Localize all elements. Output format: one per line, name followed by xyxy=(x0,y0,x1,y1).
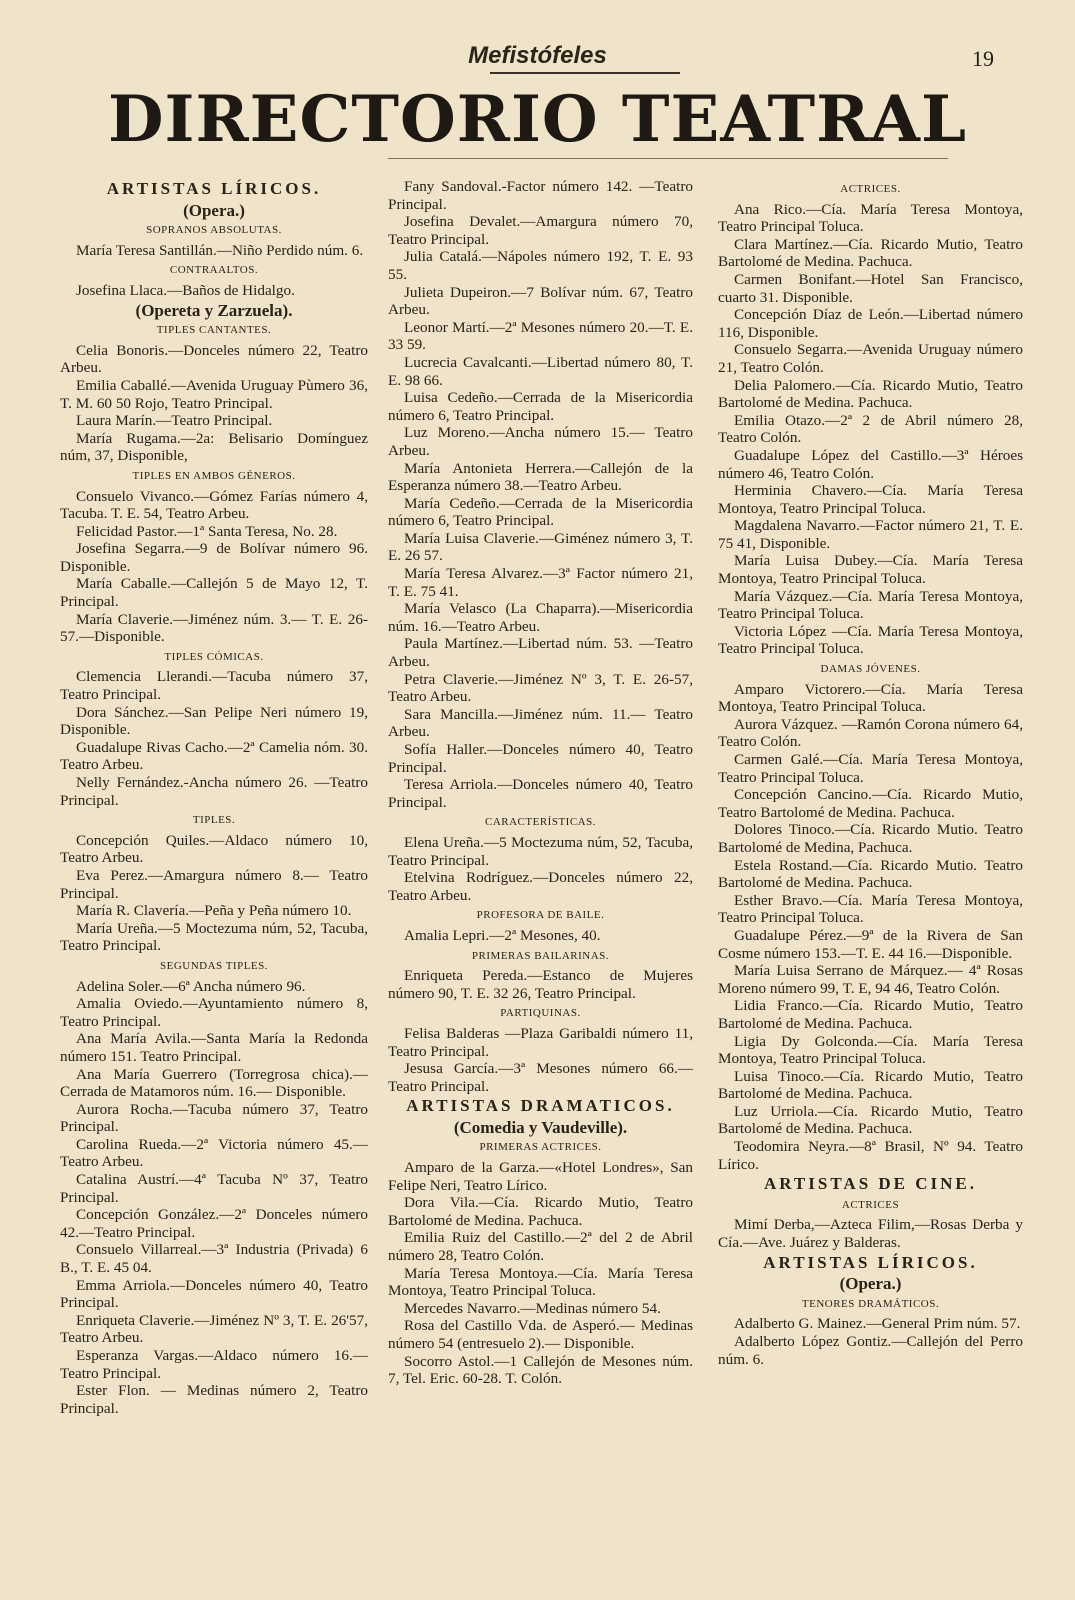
directory-entry: Josefina Segarra.—9 de Bolívar número 96. Disponible. xyxy=(60,540,368,575)
category-heading: PRIMERAS BAILARINAS. xyxy=(471,949,610,962)
directory-entry: Esperanza Vargas.—Aldaco número 16.—Teatro Principal. xyxy=(60,1347,368,1382)
directory-entry: Amalia Oviedo.—Ayuntamiento número 8, Teatro Principal. xyxy=(60,995,368,1030)
directory-entry: Emilia Ruiz del Castillo.—2ª del 2 de Abril número 28, Teatro Colón. xyxy=(388,1229,693,1265)
directory-entry: Carolina Rueda.—2ª Victoria número 45.—Teatro Arbeu. xyxy=(60,1135,368,1171)
category-heading: SOPRANOS ABSOLUTAS. xyxy=(146,224,282,237)
directory-entry: Etelvina Rodríguez.—Donceles número 22, Teatro Arbeu. xyxy=(388,869,693,904)
directory-entry: Teodomira Neyra.—8ª Brasil, Nº 94. Teatro Lírico. xyxy=(718,1138,1023,1173)
directory-entry: Josefina Devalet.—Amargura número 70, Teatro Principal. xyxy=(388,213,693,248)
directory-entry: María Teresa Alvarez.—3ª Factor número 21, T. E. 75 41. xyxy=(388,565,693,600)
category-heading: TIPLES EN AMBOS GÉNEROS. xyxy=(132,469,296,482)
directory-entry: Ana María Avila.—Santa María la Redonda número 151. Teatro Principal. xyxy=(60,1030,368,1065)
directory-entry: Emma Arriola.—Donceles número 40, Teatro Principal. xyxy=(60,1276,368,1312)
directory-entry: Celia Bonoris.—Donceles número 22, Teatro Arbeu. xyxy=(60,341,368,377)
section-heading: ARTISTAS LÍRICOS. xyxy=(763,1252,978,1272)
directory-entry: Concepción Díaz de León.—Libertad número 116, Disponible. xyxy=(718,306,1023,341)
directory-entry: Aurora Vázquez. —Ramón Corona número 64, Teatro Colón. xyxy=(718,715,1023,751)
magazine-name-underline xyxy=(490,72,680,74)
directory-entry: Sofía Haller.—Donceles número 40, Teatro Principal. xyxy=(388,741,693,776)
directory-entry: Socorro Astol.—1 Callejón de Mesones núm. 7, Tel. Eric. 60-28. T. Colón. xyxy=(388,1352,693,1388)
directory-entry: Felisa Balderas —Plaza Garibaldi número 11, Teatro Principal. xyxy=(388,1024,693,1060)
directory-entry: Laura Marín.—Teatro Principal. xyxy=(76,412,273,430)
directory-entry: Ana Rico.—Cía. María Teresa Montoya, Teatro Principal Toluca. xyxy=(718,200,1023,236)
directory-entry: María Teresa Montoya.—Cía. María Teresa Montoya, Teatro Principal Toluca. xyxy=(388,1264,693,1300)
category-heading: TENORES DRAMÁTICOS. xyxy=(801,1297,940,1310)
page-title: DIRECTORIO TEATRAL xyxy=(108,82,967,157)
magazine-name-text: Mefistófeles xyxy=(468,42,607,69)
directory-entry: Luz Urriola.—Cía. Ricardo Mutio, Teatro Bartolomé de Medina. Pachuca. xyxy=(718,1102,1023,1138)
directory-entry: Concepción Cancino.—Cía. Ricardo Mutio, Teatro Bartolomé de Medina. Pachuca. xyxy=(718,786,1023,821)
category-heading: CARACTERÍSTICAS. xyxy=(485,816,596,829)
directory-entry: Clemencia Llerandi.—Tacuba número 37, Teatro Principal. xyxy=(60,668,368,704)
category-heading: PRIMERAS ACTRICES. xyxy=(479,1141,602,1154)
directory-entry: María Luisa Claverie.—Giménez número 3, T. E. 26 57. xyxy=(388,529,693,565)
directory-entry: Carmen Bonifant.—Hotel San Francisco, cuarto 31. Disponible. xyxy=(718,270,1023,306)
category-heading: TIPLES CÓMICAS. xyxy=(164,650,264,663)
section-heading: ARTISTAS DRAMATICOS. xyxy=(406,1096,675,1116)
page-number: 19 xyxy=(972,46,994,71)
directory-entry: Dolores Tinoco.—Cía. Ricardo Mutio. Teatro Bartolomé de Medina, Pachuca. xyxy=(718,821,1023,856)
section-heading: ARTISTAS LÍRICOS. xyxy=(106,179,322,198)
directory-entry: Enriqueta Pereda.—Estanco de Mujeres número 90, T. E. 32 26, Teatro Principal. xyxy=(388,967,693,1002)
directory-entry: Teresa Arriola.—Donceles número 40, Teatro Principal. xyxy=(388,776,693,811)
directory-entry: Paula Martínez.—Libertad núm. 53. —Teatro Arbeu. xyxy=(388,635,693,671)
directory-entry: Consuelo Villarreal.—3ª Industria (Privada) 6 B., T. E. 45 04. xyxy=(60,1241,368,1277)
section-subheading: (Comedia y Vaudeville). xyxy=(453,1117,628,1137)
directory-entry: Carmen Galé.—Cía. María Teresa Montoya, Teatro Principal Toluca. xyxy=(718,751,1023,786)
category-heading: SEGUNDAS TIPLES. xyxy=(159,959,269,972)
directory-entry: Julia Catalá.—Nápoles número 192, T. E. 93 55. xyxy=(388,248,693,283)
directory-entry: Nelly Fernández.-Ancha número 26. —Teatro Principal. xyxy=(60,774,368,809)
directory-entry: Josefina Llaca.—Baños de Hidalgo. xyxy=(76,281,295,299)
directory-entry: Clara Martínez.—Cía. Ricardo Mutio, Teatro Bartolomé de Medina. Pachuca. xyxy=(718,235,1023,271)
directory-entry: María Caballe.—Callejón 5 de Mayo 12, T. Principal. xyxy=(60,575,368,611)
section-heading: ARTISTAS DE CINE. xyxy=(763,1174,978,1194)
directory-entry: Emilia Caballé.—Avenida Uruguay Pùmero 36, T. M. 60 50 Rojo, Teatro Principal. xyxy=(60,376,368,412)
category-heading: ACTRICES. xyxy=(840,183,901,195)
directory-entry: Mimí Derba,—Azteca Filim,—Rosas Derba y Cía.—Ave. Juárez y Balderas. xyxy=(718,1216,1023,1252)
directory-entry: Adalberto López Gontiz.—Callejón del Perro núm. 6. xyxy=(718,1333,1023,1368)
section-subheading: (Opera.) xyxy=(183,200,245,220)
directory-entry: Ligia Dy Golconda.—Cía. María Teresa Montoya, Teatro Principal Toluca. xyxy=(718,1032,1023,1068)
directory-entry: Dora Vila.—Cía. Ricardo Mutio, Teatro Bartolomé de Medina. Pachuca. xyxy=(388,1194,693,1229)
directory-entry: María Teresa Santillán.—Niño Perdido núm. 6. xyxy=(76,241,364,259)
directory-entry: Enriqueta Claverie.—Jiménez Nº 3, T. E. 26'57, Teatro Arbeu. xyxy=(60,1311,368,1347)
directory-entry: María Velasco (La Chaparra).—Misericordia núm. 16.—Teatro Arbeu. xyxy=(388,600,693,635)
directory-entry: María Antonieta Herrera.—Callejón de la Esperanza número 38.—Teatro Arbeu. xyxy=(388,459,693,495)
column-3 xyxy=(718,178,1023,1368)
directory-entry: Julieta Dupeiron.—7 Bolívar núm. 67, Teatro Arbeu. xyxy=(388,283,693,319)
category-heading: CONTRAALTOS. xyxy=(169,264,259,277)
section-subheading: (Opera.) xyxy=(839,1274,902,1294)
directory-entry: Consuelo Segarra.—Avenida Uruguay número 21, Teatro Colón. xyxy=(718,341,1023,376)
directory-entry: Dora Sánchez.—San Pelipe Neri número 19, Disponible. xyxy=(60,703,368,739)
column-1 xyxy=(60,178,368,1417)
directory-entry: Catalina Austrí.—4ª Tacuba Nº 37, Teatro Principal. xyxy=(60,1171,368,1206)
directory-entry: Delia Palomero.—Cía. Ricardo Mutio, Teatro Bartolomé de Medina. Pachuca. xyxy=(718,376,1023,412)
directory-entry: María R. Clavería.—Peña y Peña número 10. xyxy=(76,902,352,920)
directory-entry: Concepción González.—2ª Donceles número 42.—Teatro Principal. xyxy=(60,1206,368,1241)
directory-entry: Eva Perez.—Amargura número 8.— Teatro Principal. xyxy=(60,866,368,902)
directory-entry: María Ureña.—5 Moctezuma núm, 52, Tacuba, Teatro Principal. xyxy=(60,919,368,955)
directory-entry: Elena Ureña.—5 Moctezuma núm, 52, Tacuba, Teatro Principal. xyxy=(388,833,693,869)
directory-entry: Fany Sandoval.-Factor número 142. —Teatro Principal. xyxy=(388,178,693,213)
column-2 xyxy=(388,178,693,1388)
category-heading: ACTRICES xyxy=(841,1198,900,1211)
directory-entry: Victoria López —Cía. María Teresa Montoya, Teatro Principal Toluca. xyxy=(718,622,1023,658)
directory-entry: Guadalupe Pérez.—9ª de la Rivera de San Cosme número 153.—T. E. 44 16.—Disponible. xyxy=(718,926,1023,962)
directory-entry: Ester Flon. — Medinas número 2, Teatro Principal. xyxy=(60,1382,368,1417)
directory-entry: Guadalupe López del Castillo.—3ª Héroes número 46, Teatro Colón. xyxy=(718,446,1023,482)
directory-entry: Luisa Tinoco.—Cía. Ricardo Mutio, Teatro Bartolomé de Medina. Pachuca. xyxy=(718,1067,1023,1103)
directory-entry: Amalia Lepri.—2ª Mesones, 40. xyxy=(404,926,601,944)
directory-entry: Aurora Rocha.—Tacuba número 37, Teatro Principal. xyxy=(60,1100,368,1136)
directory-entry: María Vázquez.—Cía. María Teresa Montoya, Teatro Principal Toluca. xyxy=(718,587,1023,623)
directory-entry: María Rugama.—2a: Belisario Domínguez núm, 37, Disponible, xyxy=(60,429,368,465)
directory-entry: Estela Rostand.—Cía. Ricardo Mutio. Teatro Bartolomé de Medina. Pachuca. xyxy=(718,856,1023,892)
directory-entry: Rosa del Castillo Vda. de Asperó.— Medinas número 54 (entresuelo 2).— Disponible. xyxy=(388,1317,693,1352)
magazine-name xyxy=(0,42,1075,70)
directory-entry: Consuelo Vivanco.—Gómez Farías número 4, Tacuba. T. E. 54, Teatro Arbeu. xyxy=(60,487,368,523)
directory-entry: Petra Claverie.—Jiménez Nº 3, T. E. 26-57, Teatro Arbeu. xyxy=(388,670,693,706)
directory-entry: Felicidad Pastor.—1ª Santa Teresa, No. 28. xyxy=(76,522,338,540)
directory-entry: Luisa Cedeño.—Cerrada de la Misericordia número 6, Teatro Principal. xyxy=(388,389,693,424)
directory-entry: Sara Mancilla.—Jiménez núm. 11.— Teatro Arbeu. xyxy=(388,705,693,741)
directory-entry: Emilia Otazo.—2ª 2 de Abril número 28, Teatro Colón. xyxy=(718,411,1023,447)
category-heading: TIPLES CANTANTES. xyxy=(156,324,272,337)
category-heading: PROFESORA DE BAILE. xyxy=(476,909,605,922)
directory-entry: María Cedeño.—Cerrada de la Misericordia número 6, Teatro Principal. xyxy=(388,494,693,530)
directory-entry: María Luisa Dubey.—Cía. María Teresa Montoya, Teatro Principal Toluca. xyxy=(718,552,1023,588)
directory-entry: Jesusa García.—3ª Mesones número 66.—Teatro Principal. xyxy=(388,1060,693,1095)
directory-entry: Lucrecia Cavalcanti.—Libertad número 80, T. E. 98 66. xyxy=(388,353,693,389)
directory-entry: Luz Moreno.—Ancha número 15.— Teatro Arbeu. xyxy=(388,424,693,459)
category-heading: TIPLES. xyxy=(192,814,236,827)
directory-entry: Ana María Guerrero (Torregrosa chica).—Cerrada de Matamoros núm. 16.— Disponible. xyxy=(60,1065,368,1101)
directory-entry: Lidia Franco.—Cía. Ricardo Mutio, Teatro Bartolomé de Medina. Pachuca. xyxy=(718,997,1023,1032)
directory-entry: Adalberto G. Mainez.—General Prim núm. 57. xyxy=(734,1315,1021,1333)
directory-entry: Mercedes Navarro.—Medinas número 54. xyxy=(404,1299,661,1317)
directory-entry: María Claverie.—Jiménez núm. 3.— T. E. 26-57.—Disponible. xyxy=(60,610,368,646)
directory-entry: Leonor Martí.—2ª Mesones número 20.—T. E. 33 59. xyxy=(388,318,693,354)
category-heading: PARTIQUINAS. xyxy=(500,1007,581,1020)
category-heading: DAMAS JÓVENES. xyxy=(820,663,921,676)
directory-entry: Magdalena Navarro.—Factor número 21, T. E. 75 41, Disponible. xyxy=(718,517,1023,552)
directory-entry: María Luisa Serrano de Márquez.— 4ª Rosas Moreno número 99, T. E, 94 46, Teatro Colón. xyxy=(718,962,1023,997)
section-subheading: (Opereta y Zarzuela). xyxy=(135,300,293,320)
title-rule xyxy=(388,158,948,159)
directory-entry: Adelina Soler.—6ª Ancha número 96. xyxy=(76,977,306,995)
directory-entry: Concepción Quiles.—Aldaco número 10, Teatro Arbeu. xyxy=(60,831,368,867)
directory-entry: Herminia Chavero.—Cía. María Teresa Montoya, Teatro Principal Toluca. xyxy=(718,482,1023,517)
directory-entry: Amparo de la Garza.—«Hotel Londres», San Felipe Neri, Teatro Lírico. xyxy=(388,1159,693,1194)
directory-entry: Esther Bravo.—Cía. María Teresa Montoya, Teatro Principal Toluca. xyxy=(718,891,1023,927)
directory-entry: Amparo Victorero.—Cía. María Teresa Montoya, Teatro Principal Toluca. xyxy=(718,680,1023,716)
directory-entry: Guadalupe Rivas Cacho.—2ª Camelia nóm. 30. Teatro Arbeu. xyxy=(60,738,368,774)
